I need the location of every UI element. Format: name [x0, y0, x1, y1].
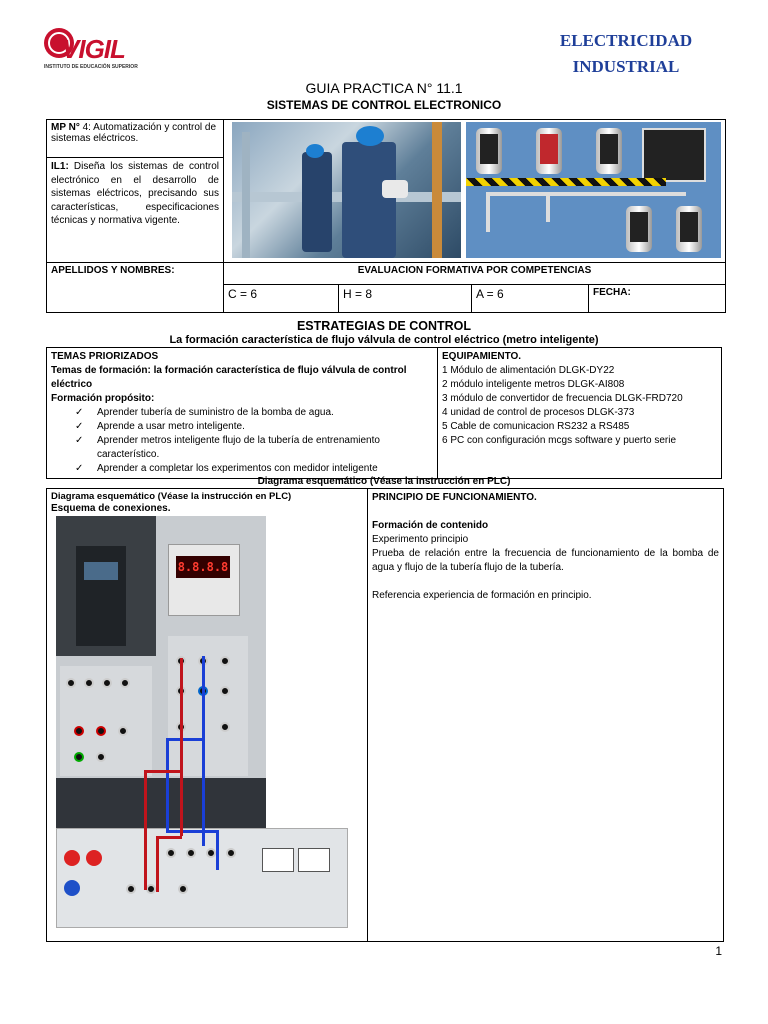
diagram-left-title: Diagrama esquemático (Véase la instrucción en PLC) [51, 491, 292, 502]
equipment-cell [438, 348, 722, 479]
equipment-item: 5 Cable de comunicacion RS232 a RS485 [442, 421, 630, 432]
department-line2: INDUSTRIAL [572, 57, 680, 76]
mp-cell [47, 120, 224, 158]
content-line: Prueba de relación entre la frecuencia de funcionamiento de la bomba de agua y flujo de la tubería flujo de la tubería. [372, 548, 719, 573]
guide-subtitle: SISTEMAS DE CONTROL ELECTRONICO [266, 98, 502, 112]
topic-line: Temas de formación: la formación característica de flujo válvula de control eléctrico [51, 365, 407, 390]
equipment-item: 2 módulo inteligente metros DLGK-AI808 [442, 379, 625, 390]
equipment-item: 6 PC con configuración mcgs software y puerto serie [442, 435, 676, 446]
il-cell [47, 158, 224, 263]
workers-photo [232, 122, 461, 258]
diagram-left-subtitle: Esquema de conexiones. [51, 503, 171, 514]
equipment-item: 4 unidad de control de procesos DLGK-373 [442, 407, 635, 418]
purpose-list [51, 406, 433, 476]
department-line1: ELECTRICIDAD [559, 31, 693, 50]
purpose-item: ✓ Aprender tubería de suministro de la bomba de agua. [75, 406, 433, 420]
date-cell: FECHA: [589, 285, 726, 313]
il-label: IL1: [51, 161, 69, 172]
content-line: Referencia experiencia de formación en principio. [372, 590, 592, 601]
purpose-item: ✓ Aprender a completar los experimentos con medidor inteligente [75, 462, 433, 476]
logo-subtitle: INSTITUTO DE EDUCACIÓN SUPERIOR [44, 64, 138, 70]
purpose-header: Formación propósito: [51, 393, 155, 404]
names-cell: APELLIDOS Y NOMBRES: [47, 263, 224, 313]
strategies-table [46, 347, 722, 479]
content-line: Experimento principio [372, 534, 469, 545]
principle-header: PRINCIPIO DE FUNCIONAMIENTO. [372, 492, 537, 503]
page-number: 1 [715, 944, 722, 958]
topics-cell [47, 348, 438, 479]
strategies-subtitle: La formación característica de flujo válvula de control eléctrico (metro inteligente) [169, 334, 599, 346]
equipment-item: 3 módulo de convertidor de frecuencia DLGK-FRD720 [442, 393, 683, 404]
institute-logo [44, 26, 154, 74]
guide-title: GUIA PRACTICA N° 11.1 [305, 80, 463, 96]
wiring-panel-photo [56, 516, 346, 926]
equipment-item: 1 Módulo de alimentación DLGK-DY22 [442, 365, 615, 376]
principle-cell [368, 489, 724, 942]
a-score: A = 6 [472, 285, 589, 313]
diagram-caption: Diagrama esquemático (Véase la instrucción en PLC) [257, 476, 511, 487]
mp-label: MP N° [51, 122, 80, 133]
il-text: Diseña los sistemas de control electrónico en el desarrollo de sistemas eléctricos, precisando sus características, especificaciones técnicas y normativa vigente. [51, 161, 219, 226]
purpose-item: ✓ Aprender metros inteligente flujo de la tubería de entrenamiento característico. [75, 434, 433, 462]
strategies-title: ESTRATEGIAS DE CONTROL [296, 319, 472, 333]
equipment-header: EQUIPAMIENTO. [442, 351, 522, 362]
mp-text: 4: Automatización y control de sistemas eléctricos. [51, 122, 217, 144]
eval-title: EVALUACION FORMATIVA POR COMPETENCIAS [224, 263, 726, 285]
h-score: H = 8 [339, 285, 472, 313]
department-title [536, 28, 716, 80]
logo-text: VIGIL [62, 34, 125, 64]
scada-screen [466, 122, 721, 258]
content-line [372, 575, 719, 589]
c-score: C = 6 [224, 285, 339, 313]
topics-header: TEMAS PRIORIZADOS [51, 351, 159, 362]
content-header: Formación de contenido [372, 520, 489, 531]
purpose-item: ✓ Aprende a usar metro inteligente. [75, 420, 433, 434]
meter-display: 8.8.8.8 [176, 556, 230, 578]
